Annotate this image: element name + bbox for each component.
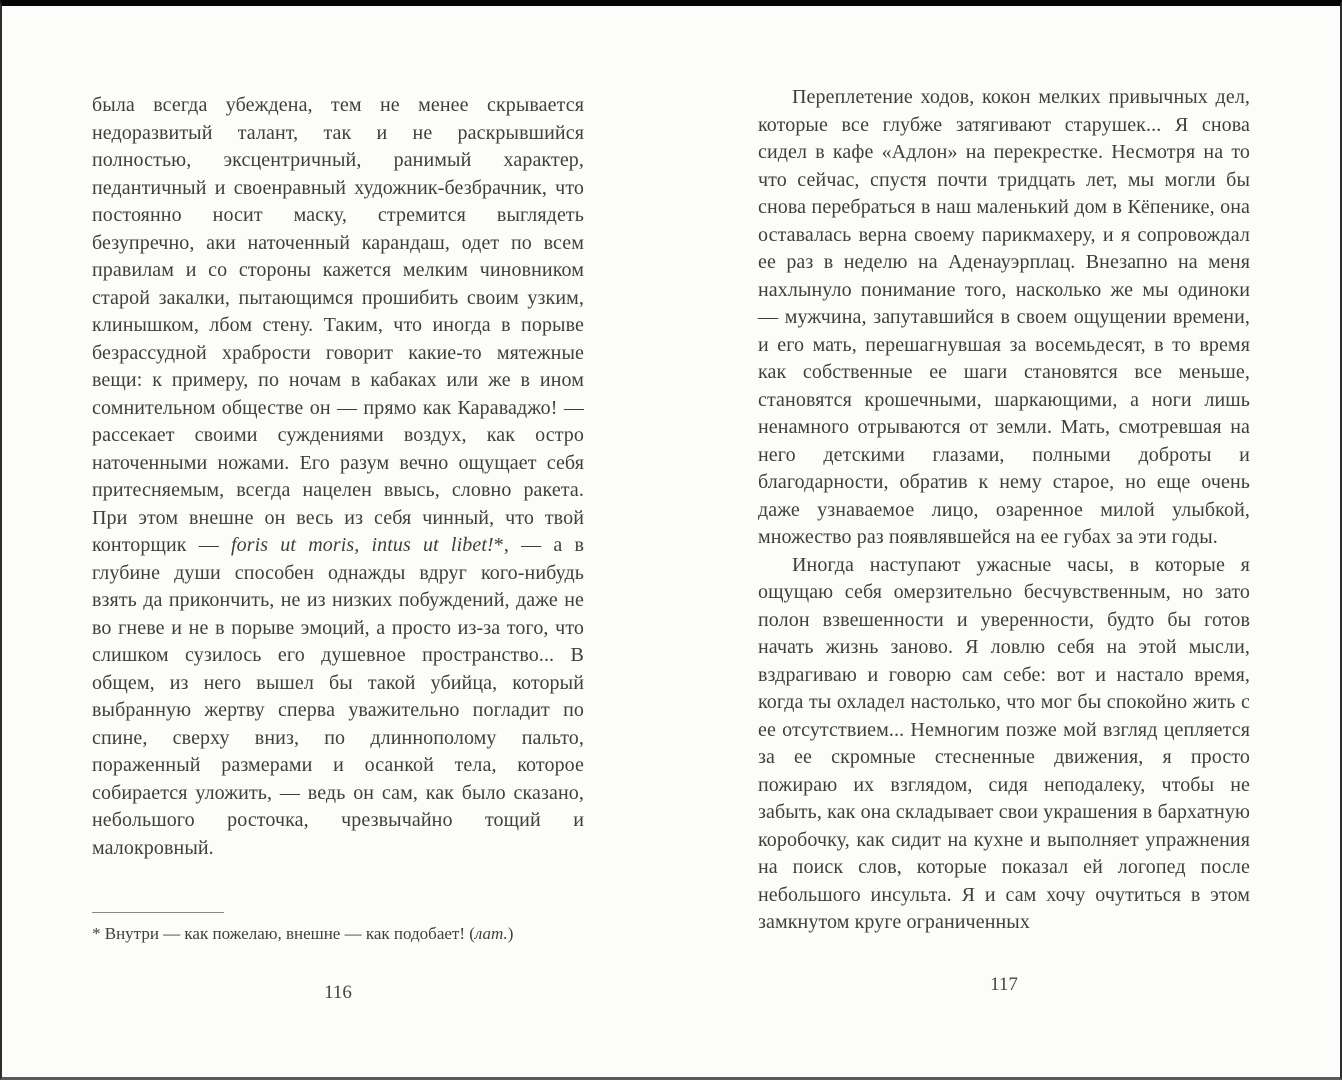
page-number-left: 116 [324,982,352,1003]
page-number-right: 117 [990,974,1018,995]
text-segment: была всегда убеждена, тем не менее скрывается недоразвитый талант, так и не раскрывшийся полностью, эксцентричный, ранимый характер, педантичный и своенравный художник-безбрачник, что постоянно носит маску, стремится выглядеть безупречно, аки наточенный карандаш, одет по всем правилам и со стороны кажется мелким чиновником старой закалки, пытающимся прошибить своим узким, клинышком, лбом стену. Таким, что иногда в порыве безрассудной храбрости говорит какие-то мятежные вещи: к примеру, по ночам в кабаках или же в ином сомнительном обществе он — прямо как Караваджо! — рассекает своими суждениями воздух, как остро наточенными ножами. Его разум вечно ощущает себя притесняемым, всегда нацелен ввысь, словно ракета. При этом внешне он весь из себя чинный, что твой конторщик — [92,94,584,556]
footnote-text [92,922,584,945]
text-segment: * Внутри — как пожелаю, внешне — как подобает! ( [92,924,475,943]
page-left-text [92,92,584,862]
left-paragraph [92,92,584,862]
latin-phrase-italic: foris ut moris, intus ut libet! [230,534,494,556]
text-segment: ) [507,924,514,943]
right-paragraph-1: Переплетение ходов, кокон мелких привычных дел, которые все глубже затягивают старушек... Я снова сидел в кафе «Адлон» на перекрестке. Несмотря на то что сейчас, спустя почти тридцать лет, мы могли бы снова перебраться в наш маленький дом в Кёпенике, она оставалась верна своему парикмахеру, и я сопровождал ее раз в неделю на Аденауэрплац. Внезапно на меня нахлынуло понимание того, насколько же мы одиноки — мужчина, запутавшийся в своем ощущении времени, и его мать, перешагнувшая за восемьдесят, в то время как собственные ее шаги становятся все меньше, становятся крошечными, шаркающими, а ноги лишь ненамного отрываются от земли. Мать, смотревшая на него детскими глазами, полными доброты и благодарности, обратив к нему старое, но еще очень даже узнаваемое лицо, озаренное милой улыбкой, множество раз появлявшейся на ее губах за эти годы. [758,86,1250,548]
right-paragraph-2: Иногда наступают ужасные часы, в которые я ощущаю себя омерзительно бесчувственным, но зато полон взвешенности и уверенности, будто бы готов начать жизнь заново. Я ловлю себя на этой мысли, вздрагиваю и говорю сам себе: вот и настало время, когда ты охладел настолько, что мог бы спокойно жить с ее отсутствием... Немногим позже мой взгляд цепляется за ее скромные стесненные движения, я просто пожираю их взглядом, сидя неподалеку, чтобы не забыть, как она складывает свои украшения в бархатную коробочку, как сидит на кухне и выполняет упражнения на поиск слов, которые показал ей логопед после небольшого инсульта. Я и сам хочу очутиться в этом замкнутом круге ограниченных [758,553,1250,933]
text-segment: *, — а в глубине души способен однажды вдруг кого-нибудь взять да прикончить, не из низких побуждений, даже не во гневе и не в порыве эмоций, а просто из-за того, что слишком сузилось его душевное пространство... В общем, из него вышел бы такой убийца, который выбранную жертву сперва уважительно погладит по спине, сверху вниз, по длиннополому пальто, пораженный размерами и осанкой тела, которое собирается уложить, — ведь он сам, как было сказано, небольшого росточка, чрезвычайно тощий и малокровный. [92,534,584,859]
footnote-rule [92,912,224,913]
footnote-lat-italic: лат. [474,924,508,943]
page-right-text [758,84,1250,937]
footnote-area [92,912,584,945]
